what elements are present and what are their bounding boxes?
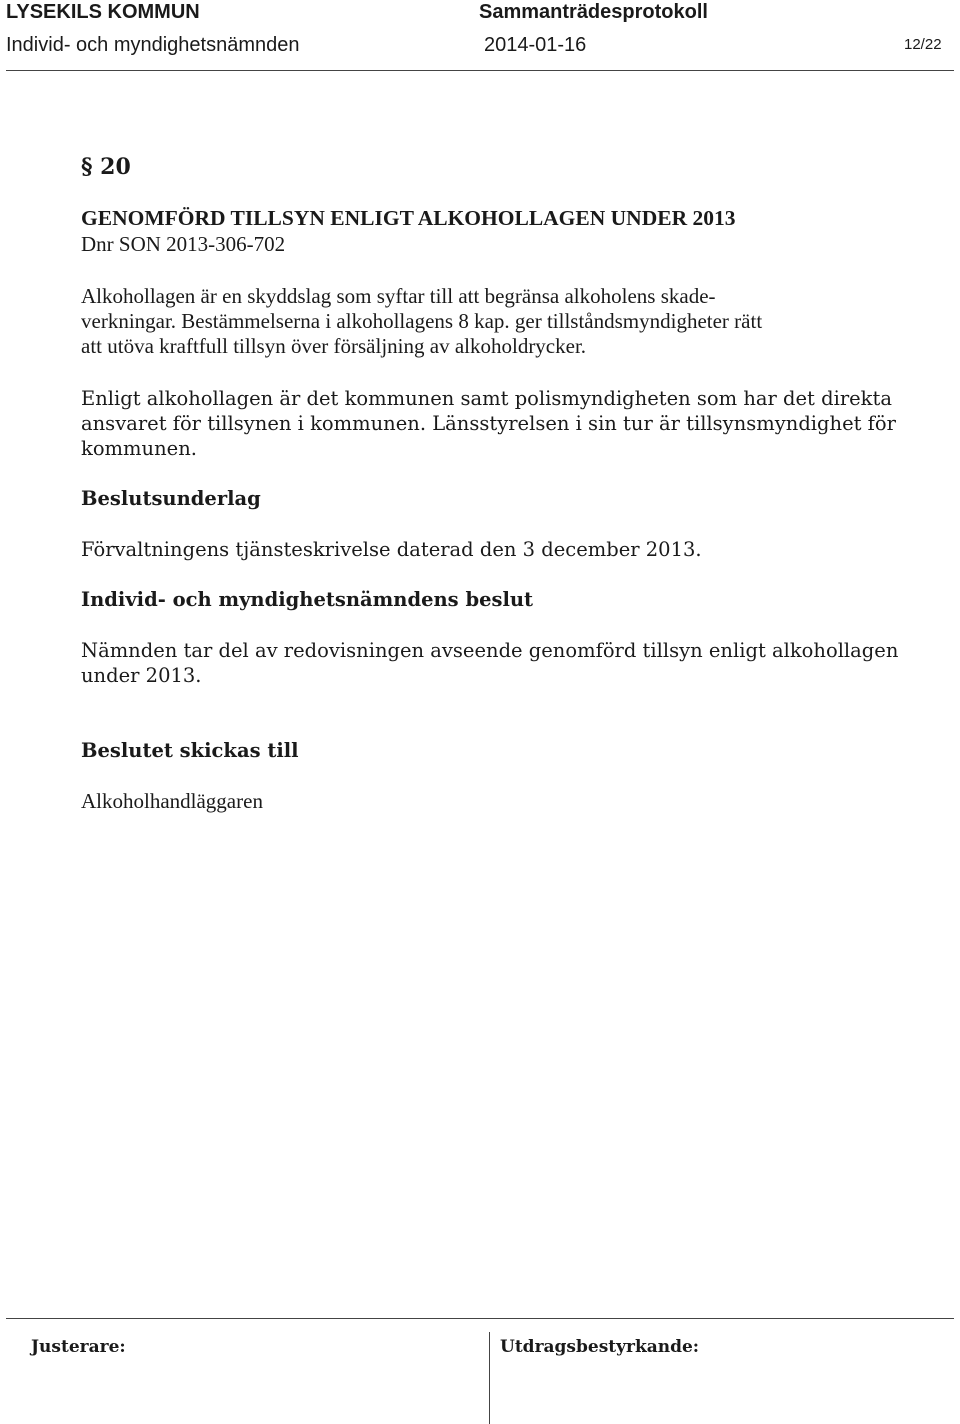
body-line-2: ansvaret för tillsynen i kommunen. Länsstyrelsen i sin tur är tillsynsmyndighet för [81,412,896,435]
intro-line-1: Alkohollagen är en skyddslag som syftar till att begränsa alkoholens skade- [81,284,716,308]
reference-number: Dnr SON 2013-306-702 [81,232,286,256]
decision-line-2: under 2013. [81,664,202,687]
page-number: 12/22 [904,36,942,53]
intro-line-2: verkningar. Bestämmelserna i alkohollagens 8 kap. ger tillståndsmyndigheter rätt [81,309,763,333]
sent-to-recipient: Alkoholhandläggaren [81,789,263,813]
section-title: GENOMFÖRD TILLSYN ENLIGT ALKOHOLLAGEN UNDER 2013 [81,206,736,230]
board-name: Individ- och myndighetsnämnden [6,34,300,56]
body-line-1: Enligt alkohollagen är det kommunen samt polismyndigheten som har det direkta [81,387,892,410]
adjuster-label: Justerare: [31,1337,126,1357]
organization-name: LYSEKILS KOMMUN [6,1,200,23]
body-line-3: kommunen. [81,437,197,460]
basis-text: Förvaltningens tjänsteskrivelse daterad den 3 december 2013. [81,538,702,561]
basis-heading: Beslutsunderlag [81,487,261,510]
paragraph-number: § 20 [81,154,131,180]
intro-line-3: att utöva kraftfull tillsyn över försäljning av alkoholdrycker. [81,334,587,358]
sent-to-heading: Beslutet skickas till [81,739,299,762]
footer-column-divider [489,1332,490,1424]
meeting-date: 2014-01-16 [484,34,587,56]
document-type: Sammanträdesprotokoll [479,1,708,23]
decision-heading: Individ- och myndighetsnämndens beslut [81,588,534,611]
footer-divider [6,1318,954,1319]
extract-label: Utdragsbestyrkande: [500,1337,700,1357]
header-divider [6,70,954,71]
decision-line-1: Nämnden tar del av redovisningen avseende genomförd tillsyn enligt alkohollagen [81,639,899,662]
